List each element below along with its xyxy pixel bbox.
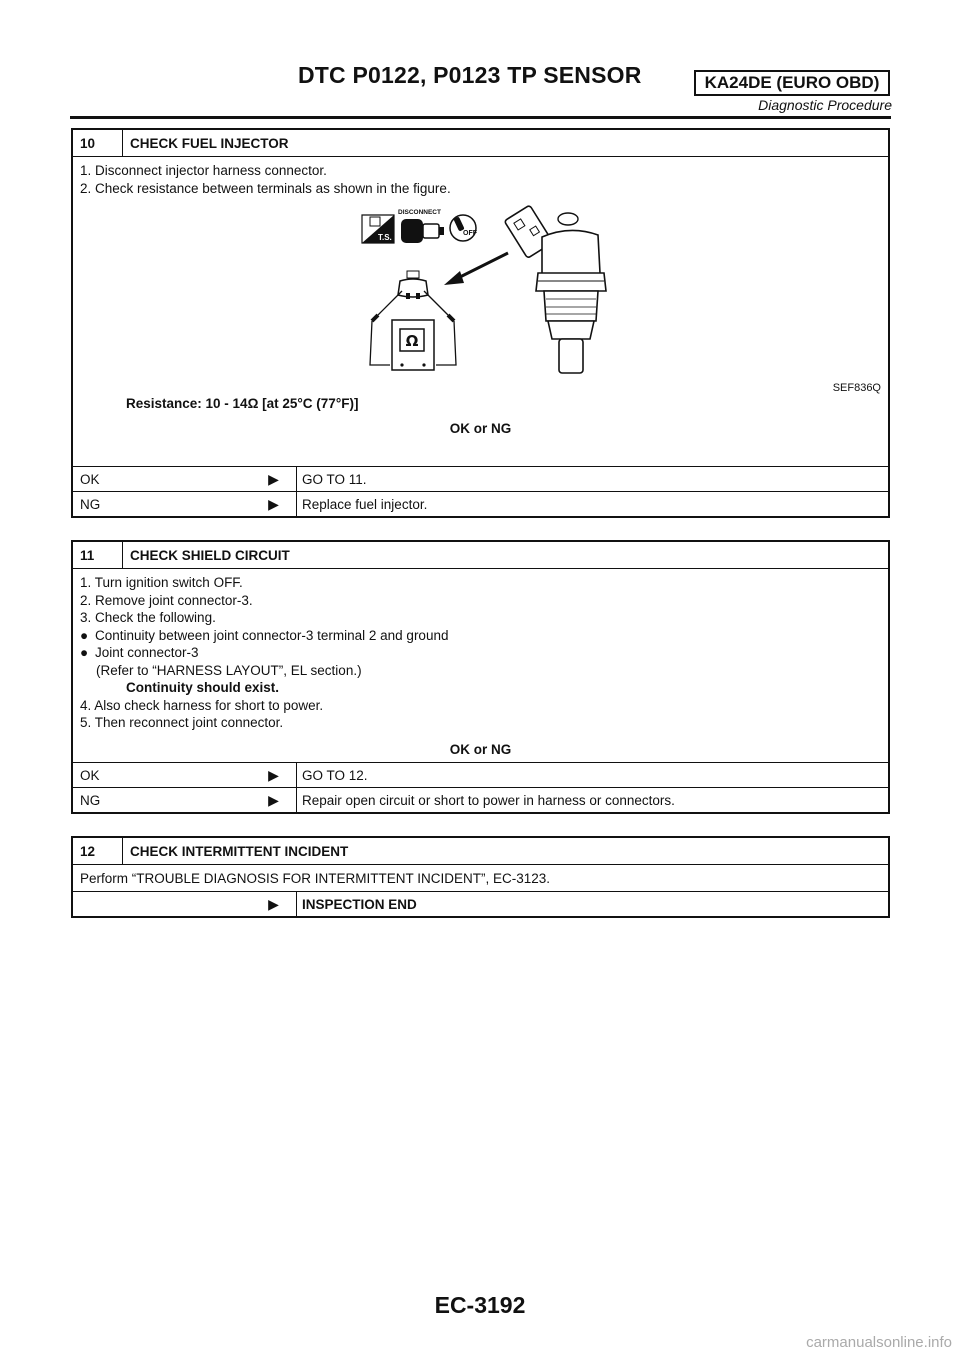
instruction-line: 2. Check resistance between terminals as shown in the figure. <box>80 180 451 196</box>
section-subtitle: Diagnostic Procedure <box>758 97 892 113</box>
ignition-off-icon <box>450 215 478 241</box>
result-label: OK <box>80 767 100 783</box>
bullet-text: Joint connector-3 <box>95 645 199 660</box>
ohm-symbol: Ω <box>405 332 419 350</box>
step-11-header <box>73 542 888 568</box>
figure-code: SEF836Q <box>832 382 881 394</box>
step-12-header <box>73 838 888 864</box>
step-10-body <box>73 156 888 466</box>
instruction-line: 2. Remove joint connector-3. <box>80 592 253 608</box>
step-10-header <box>73 130 888 156</box>
pointer-arrow <box>444 253 508 285</box>
result-end <box>73 891 888 916</box>
ohmmeter-circuit <box>370 271 456 370</box>
result-ng <box>73 787 888 812</box>
step-11-box <box>71 540 890 814</box>
result-label: NG <box>80 496 101 512</box>
bullet-item <box>80 627 881 645</box>
step-12-body <box>73 864 888 891</box>
disconnect-icon <box>398 209 444 243</box>
result-label: OK <box>80 471 100 487</box>
resistance-spec: Resistance: 10 - 14Ω [at 25°C (77°F)] <box>126 396 359 411</box>
result-text: GO TO 11. <box>296 467 367 491</box>
bullet-text: Continuity between joint connector-3 terminal 2 and ground <box>95 627 449 643</box>
ts-label: T.S. <box>378 233 392 242</box>
result-arrow-icon: ▶ <box>268 791 279 808</box>
ts-icon <box>362 215 394 243</box>
step-number: 10 <box>73 130 123 156</box>
result-ng <box>73 491 888 516</box>
step-title: CHECK FUEL INJECTOR <box>130 135 289 151</box>
result-arrow-icon: ▶ <box>268 895 279 912</box>
refer-note: (Refer to “HARNESS LAYOUT”, EL section.) <box>96 662 362 678</box>
instruction-line: 1. Turn ignition switch OFF. <box>80 575 243 590</box>
result-text: GO TO 12. <box>296 763 368 787</box>
watermark: carmanualsonline.info <box>806 1334 952 1351</box>
injector-diagram <box>80 197 883 394</box>
result-arrow-icon: ▶ <box>268 470 279 487</box>
injector-figure <box>80 197 883 394</box>
instruction-line: 3. Check the following. <box>80 610 216 625</box>
step-11-body <box>73 568 888 762</box>
step-10-box <box>71 128 890 518</box>
off-label: OFF <box>463 230 477 237</box>
disconnect-label: DISCONNECT <box>398 209 441 216</box>
bullet-icon: ● <box>80 627 89 643</box>
result-ok <box>73 762 888 787</box>
result-ok <box>73 466 888 491</box>
continuity-spec: Continuity should exist. <box>126 680 280 695</box>
step-12-box <box>71 836 890 918</box>
ok-or-ng: OK or NG <box>449 420 512 436</box>
bullet-icon: ● <box>80 645 89 660</box>
ok-or-ng: OK or NG <box>449 741 512 757</box>
result-text: Repair open circuit or short to power in harness or connectors. <box>296 788 675 812</box>
instruction-line: 4. Also check harness for short to power. <box>80 697 324 713</box>
result-text: Replace fuel injector. <box>296 492 427 516</box>
result-label: NG <box>80 792 101 808</box>
result-arrow-icon: ▶ <box>268 495 279 512</box>
result-text: INSPECTION END <box>296 892 417 916</box>
step-title: CHECK INTERMITTENT INCIDENT <box>130 843 349 859</box>
step-title: CHECK SHIELD CIRCUIT <box>130 547 290 563</box>
bullet-item <box>80 644 881 662</box>
instruction-line: 5. Then reconnect joint connector. <box>80 715 284 730</box>
page-title: DTC P0122, P0123 TP SENSOR <box>298 62 642 88</box>
instruction-line: 1. Disconnect injector harness connector. <box>80 163 327 178</box>
engine-badge: KA24DE (EURO OBD) <box>694 70 890 96</box>
instruction-line: Perform “TROUBLE DIAGNOSIS FOR INTERMITTENT INCIDENT”, EC-3123. <box>80 870 551 886</box>
header-rule <box>70 116 891 119</box>
result-arrow-icon: ▶ <box>268 766 279 783</box>
fuel-injector <box>504 205 606 373</box>
step-number: 12 <box>73 838 123 864</box>
page-number: EC-3192 <box>434 1292 526 1318</box>
step-number: 11 <box>73 542 123 568</box>
